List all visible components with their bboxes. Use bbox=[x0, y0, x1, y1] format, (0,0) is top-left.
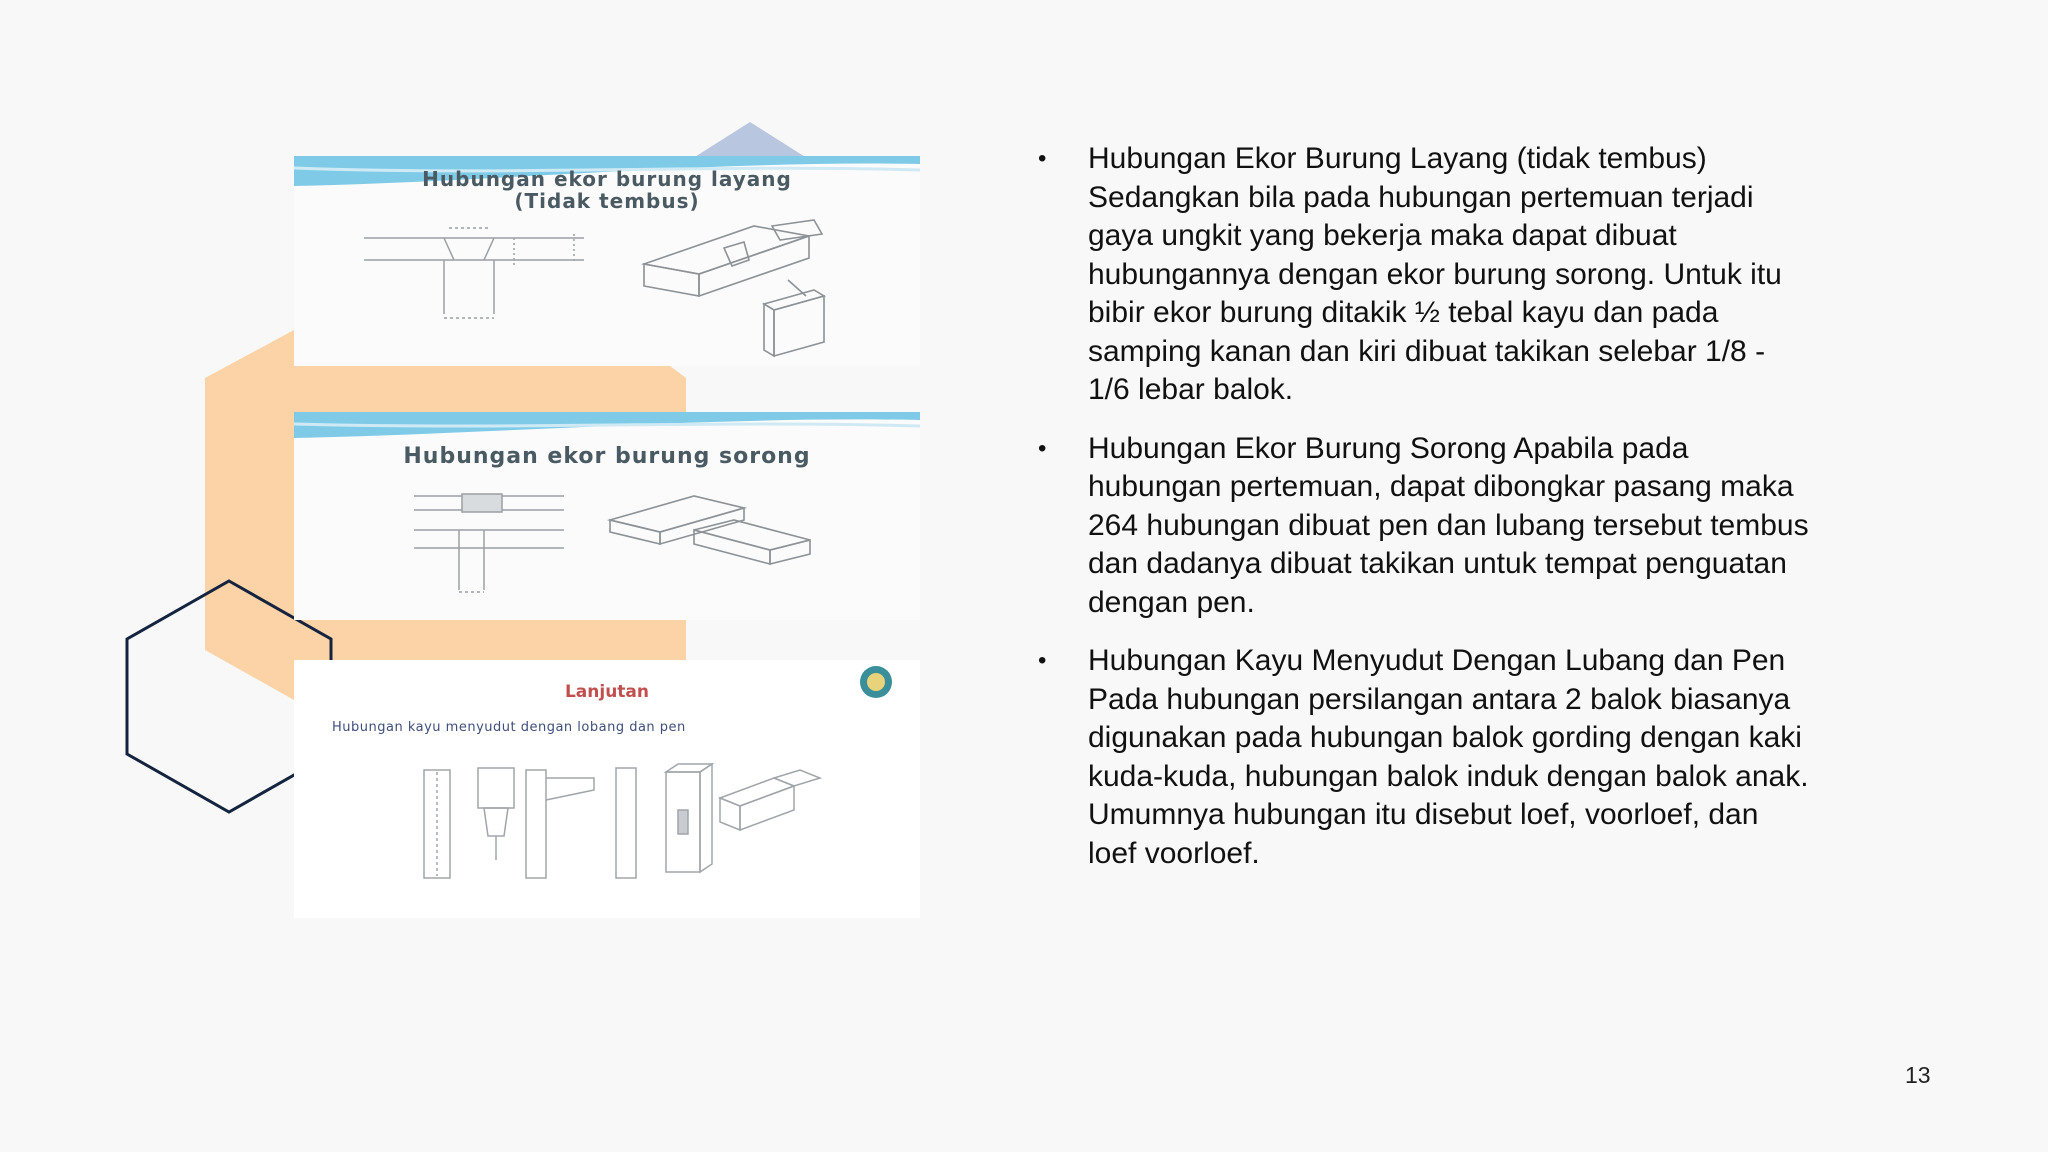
image-title-line-2: (Tidak tembus) bbox=[514, 189, 700, 213]
peach-band-top bbox=[294, 366, 686, 412]
bullet-text: Hubungan Kayu Menyudut Dengan Lubang dan Pen Pada hubungan persilangan antara 2 balok biasanya digunakan pada hubungan balok gording dengan kaki kuda-kuda, hubungan balok induk dengan balok anak. Umumnya hubungan itu disebut loef, voorloef, dan loef voorloef. bbox=[1088, 644, 1809, 870]
image-title-line-1: Hubungan ekor burung layang bbox=[422, 167, 792, 191]
peach-hexagon-shape bbox=[205, 330, 294, 700]
page-number: 13 bbox=[1905, 1062, 1931, 1088]
bullet-text: Hubungan Ekor Burung Layang (tidak tembus) Sedangkan bila pada hubungan pertemuan terjadi gaya ungkit yang bekerja maka dapat dibuat hubungannya dengan ekor burung sorong. Untuk itu bibir ekor burung ditakik ½ tebal kayu dan pada samping kanan dan kiri dibuat takikan selebar 1/8 - 1/6 lebar balok. bbox=[1088, 142, 1782, 406]
bullet-item bbox=[1034, 140, 1814, 410]
image-title bbox=[294, 168, 920, 212]
image-kayu-menyudut bbox=[294, 660, 920, 918]
image-subtitle: Hubungan kayu menyudut dengan lobang dan pen bbox=[332, 720, 686, 735]
bullet-dot-icon: • bbox=[1038, 145, 1047, 172]
image-title: Hubungan ekor burung sorong bbox=[403, 444, 811, 469]
bullet-text: Hubungan Ekor Burung Sorong Apabila pada hubungan pertemuan, dapat dibongkar pasang maka 264 hubungan dibuat pen dan lubang tersebut tembus dan dadanya dibuat takikan untuk tempat penguatan dengan pen. bbox=[1088, 431, 1809, 619]
bullet-list bbox=[1034, 140, 1814, 893]
bullet-dot-icon: • bbox=[1038, 647, 1047, 674]
image-ekor-burung-layang bbox=[294, 156, 920, 366]
image-title: Lanjutan bbox=[564, 682, 650, 702]
image-ekor-burung-sorong bbox=[294, 412, 920, 620]
bullet-item bbox=[1034, 642, 1814, 873]
blue-triangle-shape bbox=[690, 122, 810, 160]
bullet-item bbox=[1034, 430, 1814, 623]
bullet-dot-icon: • bbox=[1038, 434, 1047, 462]
peach-band-bottom bbox=[294, 620, 686, 660]
